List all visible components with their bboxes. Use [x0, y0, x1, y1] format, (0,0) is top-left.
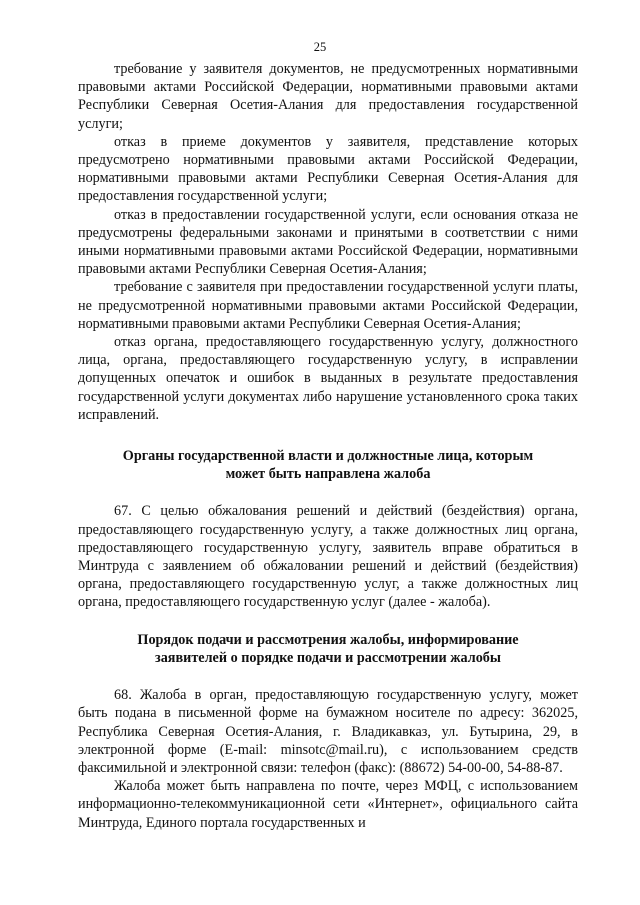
paragraph-complaint-channels: Жалоба может быть направлена по почте, через МФЦ, с использованием информационно-телекоммуникационной сети «Интернет», официального сайта Минтруда, Единого портала государственных и [78, 778, 578, 831]
list-item: требование с заявителя при предоставлении государственной услуги платы, не предусмотренной нормативными правовыми актами Российской Федерации, нормативными правовыми актами Республики Северная Осетия-Алания; [78, 279, 578, 332]
list-item: отказ в приеме документов у заявителя, представление которых предусмотрено нормативными правовыми актами Российской Федерации, нормативными правовыми актами Республики Северная Осетия-Алания для предоставления государственной услуги; [78, 133, 578, 205]
heading-line: заявителей о порядке подачи и рассмотрении жалобы [155, 649, 501, 666]
list-item: отказ органа, предоставляющего государственную услугу, должностного лица, органа, предоставляющего государственную услугу, в исправлении допущенных опечаток и ошибок в выданных в результате предоставления государственной услуги документах либо нарушение установленного срока таких исправлений. [78, 334, 578, 423]
page-number: 25 [313, 40, 327, 54]
list-item: требование у заявителя документов, не предусмотренных нормативными правовыми актами Российской Федерации, нормативными правовыми актами Республики Северная Осетия-Алания для предоставления государственной услуги; [78, 61, 578, 132]
section-heading-complaint-recipients [78, 447, 578, 483]
document-body [78, 60, 578, 832]
list-item: отказ в предоставлении государственной услуги, если основания отказа не предусмотрены федеральными законами и принятыми в соответствии с ними иными нормативными правовыми актами Российской Федерации, нормативными правовыми актами Республики Северная Осетия-Алания; [78, 206, 578, 278]
section-heading-complaint-procedure [78, 631, 578, 667]
heading-line: Порядок подачи и рассмотрения жалобы, информирование [137, 631, 519, 648]
heading-line: Органы государственной власти и должностные лица, которым [122, 448, 534, 465]
paragraph-68: 68. Жалоба в орган, предоставляющую государственную услугу, может быть подана в письменной форме на бумажном носителе по адресу: 362025, Республика Северная Осетия-Алания, г. Владикавказ, ул. Бутырина, 29, в электронной форме (E-mail: minsotc@mail.ru), с использованием средств факсимильной и электронной связи: телефон (факс): (88672) 54-00-00, 54-88-87. [78, 687, 578, 776]
heading-line: может быть направлена жалоба [225, 466, 431, 483]
paragraph-67: 67. С целью обжалования решений и действий (бездействия) органа, предоставляющего государственную услугу, а также должностных лиц органа, предоставляющего государственную услугу, заявитель вправе обратиться в Минтруда с заявлением об обжаловании решений и действий (бездействия) органа, предоставляющего государственную услуг, а также должностных лиц органа, предоставляющего государственную услуг (далее - жалоба). [78, 503, 578, 611]
